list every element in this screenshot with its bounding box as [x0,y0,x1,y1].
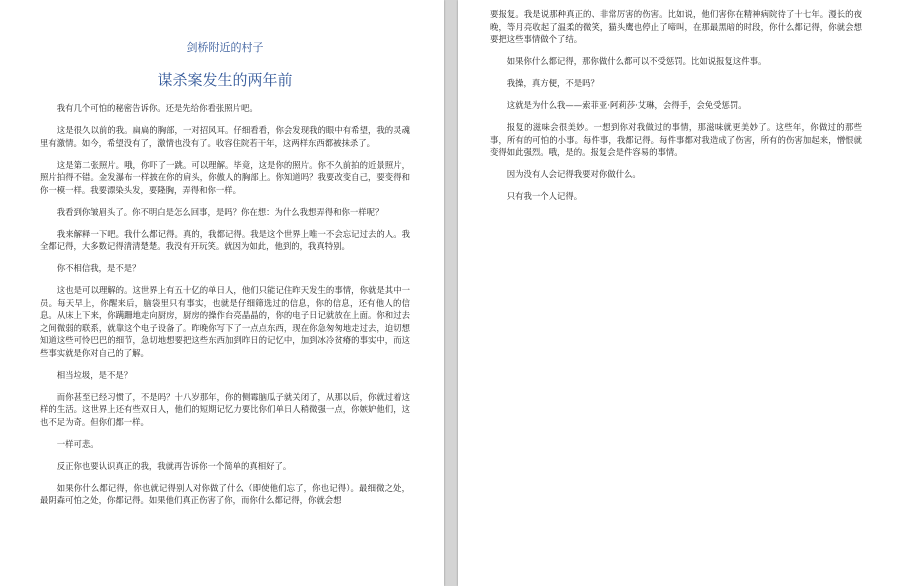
paragraph-continued: 要报复。我是说那种真正的、非常厉害的伤害。比如说，他们害你在精神病院待了十七年。漫长的夜晚，等月亮收起了温柔的微笑，猫头鹰也停止了啼叫，在那最黑暗的时段，你什么都记得，你就会想要把这些事情做个了结。 [490,9,862,44]
paragraph: 相当垃圾，是不是？ [56,369,133,380]
paragraph: 反正你也要认识真正的我，我就再告诉你一个简单的真相好了。 [56,460,292,471]
paragraph: 只有我一个人记得。 [506,191,583,201]
paragraph: 如果你什么都记得，你也就记得别人对你做了什么（即使他们忘了，你也记得）。最细微之处，最阴森可怕之处，你都记得。如果他们真正伤害了你，而你什么都记得，你就会想 [40,482,410,505]
paragraph: 而你甚至已经习惯了，不是吗？十八岁那年，你的侧霉脑瓜子就关闭了，从那以后，你就过着这样的生活。这世界上还有些双日人，他们的短期记忆力要比你们单日人稍微强一点，你嫉妒他们，这也不足为奇。但你们都一样。 [40,391,410,427]
paragraph: 因为没有人会记得我要对你做什么。 [506,169,641,179]
chapter-title: 谋杀案发生的两年前 [157,71,293,89]
paragraph: 这是很久以前的我。扁扁的胸部，一对招风耳。仔细看看，你会发现我的眼中有希望，我的灵魂里有激情。如今，希望没有了，激情也没有了。收容住院若干年，这两样东西都被抹杀了。 [40,125,410,148]
paragraph: 我操，真方便，不是吗？ [506,78,599,88]
paragraph: 这是第二张照片。哦，你吓了一跳。可以理解。毕竟，这是你的照片。你不久前拍的近景照片，照片拍得不错。金发瀑布一样披在你的肩头，你傲人的胸部上。你知道吗？我要改变自己，要变得和你一模一样。我要漂染头发，要隆胸，弄得和你一样。 [40,159,410,195]
paragraph: 我来解释一下吧。我什么都记得。真的，我都记得。我是这个世界上唯一不会忘记过去的人。我全都记得，大多数记得清清楚楚。我没有开玩笑。就因为如此，他到的，我真特别。 [40,228,410,251]
paragraph: 我有几个可怕的秘密告诉你。还是先给你看张照片吧。 [56,103,258,113]
paragraph: 报复的滋味会很美妙。一想到你对我做过的事情，那滋味就更美妙了。这些年，你做过的那些事，所有的可怕的小事。每件事，我都记得。每件事都对我造成了伤害，所有的伤害加起来，憎恨就变得如此强烈。哦，是的。报复会是件容易的事情。 [490,122,862,157]
chapter-subtitle: 剑桥附近的村子 [186,41,264,54]
paragraph: 你不相信我，是不是？ [56,263,141,273]
page-content [490,8,862,212]
paragraph: 这也是可以理解的。这世界上有五十亿的单日人，他们只能记住昨天发生的事情，你就是其中一员。每天早上，你醒来后，脑袋里只有事实，也就是仔细筛选过的信息，你的信息，还有他人的信息。从床上下来，你蹒跚地走向厨房，厨房的操作台亮晶晶的，你的电子日记就放在上面。你和过去之间微弱的联系，就靠这个电子设备了。昨晚你写下了一点点东西，现在你急匆匆地走过去，迫切想知道这些可怜巴巴的细节，急切地想要把这些东西加到昨日的记忆中，加到冰冷贫瘠的事实中，而这些事实就是你对自己的了解。 [40,285,410,358]
paragraph: 如果你什么都记得，那你做什么都可以不受惩罚。比如说报复这件事。 [506,56,767,66]
paragraph: 我看到你皱眉头了。你不明白是怎么回事，是吗？你在想：为什么我想弄得和你一样呢？ [56,206,384,217]
page-content [40,40,410,516]
document-page-left [0,0,444,586]
document-page-right [458,0,900,586]
paragraph: 这就是为什么我——索菲亚·阿莉莎·艾琳，会得手，会免受惩罚。 [506,100,747,110]
paragraph: 一样可悲。 [56,438,99,449]
